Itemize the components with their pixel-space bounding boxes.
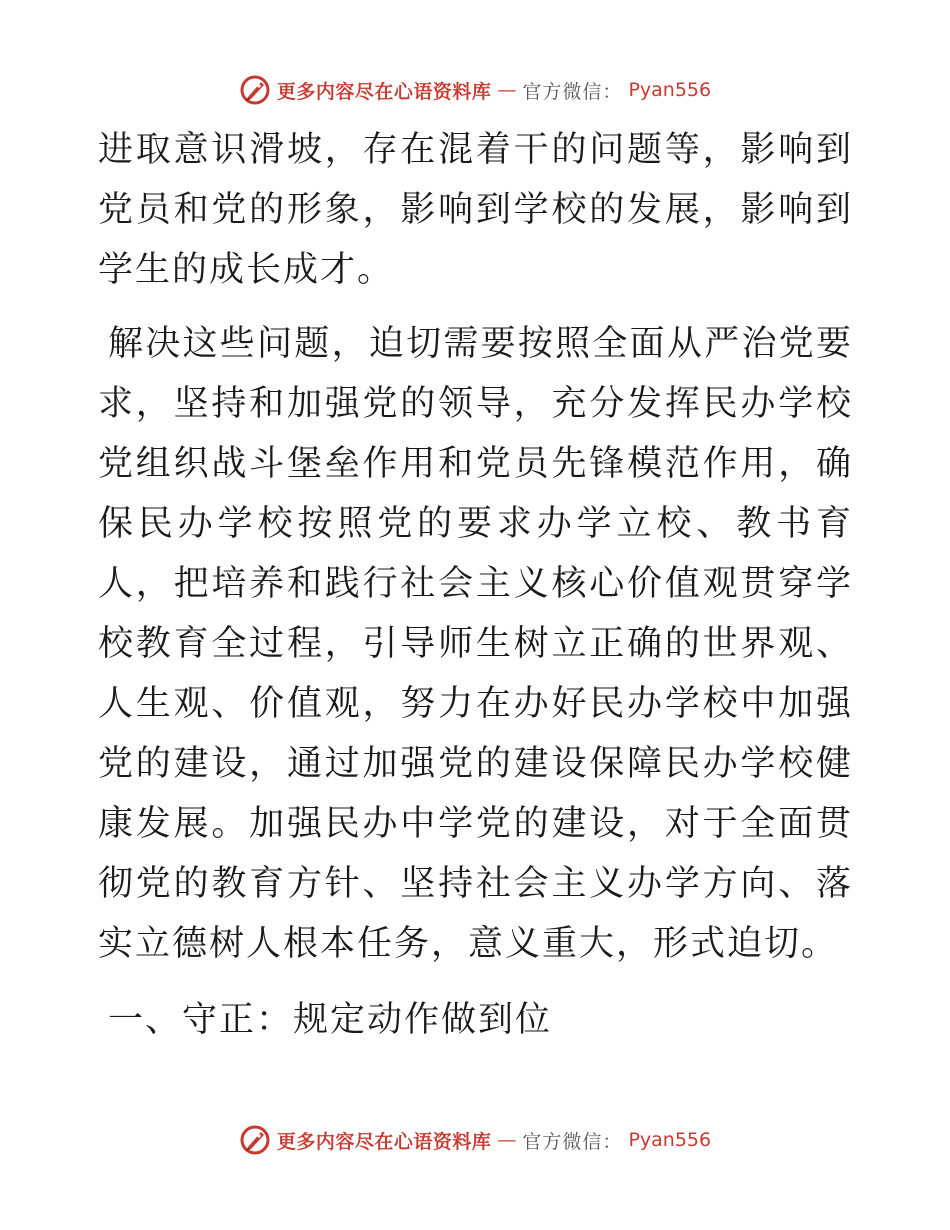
banner-separator: — — [497, 1129, 517, 1151]
paragraph-2: 解决这些问题，迫切需要按照全面从严治党要求，坚持和加强党的领导，充分发挥民办学校党组织战斗堡垒作用和党员先锋模范作用，确保民办学校按照党的要求办学立校、教书育人，把培养和践行社会主义核心价值观贯穿学校教育全过程，引导师生树立正确的世界观、人生观、价值观，努力在办好民办学校中加强党的建设，通过加强党的建设保障民办学校健康发展。加强民办中学党的建设，对于全面贯彻党的教育方针、坚持社会主义办学方向、落实立德树人根本任务，意义重大，形式迫切。 — [98, 324, 853, 964]
section-heading: 一、守正：规定动作做到位 — [108, 1000, 553, 1040]
header-banner — [0, 70, 950, 110]
banner-wechat-label: 官方微信： — [522, 1130, 623, 1153]
paragraph-1: 进取意识滑坡，存在混着干的问题等，影响到党员和党的形象，影响到学校的发展，影响到学生的成长成才。 — [98, 130, 853, 290]
pen-nib-logo-icon — [239, 74, 271, 106]
pen-nib-logo-icon — [239, 1124, 271, 1156]
banner-title: 更多内容尽在心语资料库 — [276, 1130, 492, 1153]
banner-wechat-id: Pyan556 — [628, 79, 712, 101]
banner-wechat-id: Pyan556 — [628, 1129, 712, 1151]
banner-separator: — — [497, 79, 517, 101]
document-body — [98, 120, 853, 1050]
footer-banner — [0, 1120, 950, 1160]
banner-title: 更多内容尽在心语资料库 — [276, 80, 492, 103]
banner-wechat-label: 官方微信： — [522, 80, 623, 103]
